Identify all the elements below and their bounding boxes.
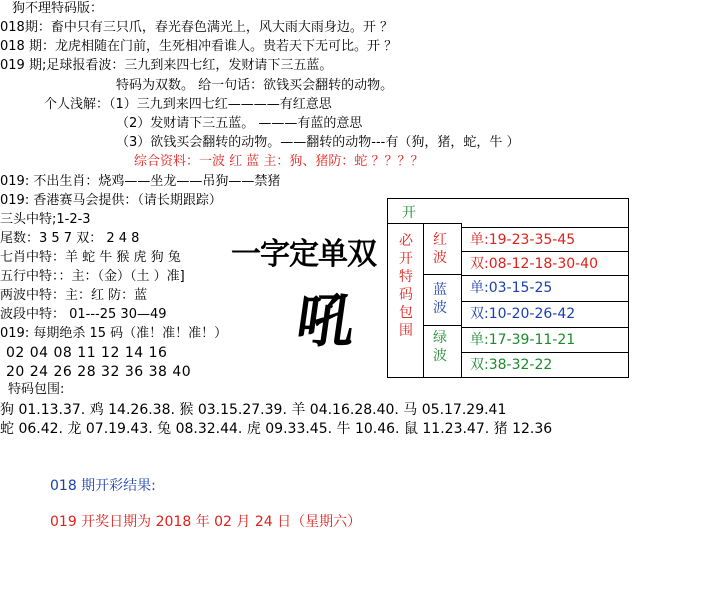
zodiac-row-1: 狗 01.13.37. 鸡 14.26.38. 猴 03.15.27.39. 羊 04.16.28.40. 马 05.17.29.41 — [0, 402, 507, 418]
analysis-point-2: （2）发财请下三五蓝。 ———有蓝的意思 — [116, 116, 363, 131]
riddle-018-a: 018期：畜中只有三只爪，春光春色满光上，风大雨大雨身边。开 ？ — [0, 20, 393, 35]
result-line: 018 期开彩结果: — [50, 478, 156, 494]
blue-even-row: 双:10-20-26-42 — [462, 301, 628, 326]
green-even-row: 双:38-32-22 — [462, 352, 628, 377]
wave-divider-1 — [424, 274, 462, 275]
tip-tail: 尾数：3 5 7 双： 2 4 8 — [0, 231, 140, 246]
zodiac-title: 特码包围: — [8, 382, 65, 397]
tip-not-zodiac: 019: 不出生肖：烧鸡——坐龙——吊狗——禁猪 — [0, 174, 281, 189]
side-label: 必开特码包围 — [399, 233, 413, 339]
side-label-cell — [388, 223, 424, 378]
zodiac-row-2: 蛇 06.42. 龙 07.19.43. 兔 08.32.44. 虎 09.33.45. 牛 10.46. 鼠 11.23.47. 猪 12.36 — [0, 421, 553, 437]
blue-odd-row: 单:03-15-25 — [462, 275, 628, 300]
tip-two-waves: 两波中特：主：红 防：蓝 — [0, 288, 148, 303]
analysis-summary: 综合资料：一波 红 蓝 主：狗、猪防：蛇 ？？？？ — [134, 154, 424, 169]
tip-wave-range: 波段中特： 01---25 30—49 — [0, 307, 167, 322]
wave-name-blue: 蓝波 — [433, 282, 447, 316]
red-odd-row: 单:19-23-35-45 — [462, 227, 628, 252]
riddle-019: 019 期;足球报看波：三九到来四七红，发财请下三五蓝。 — [0, 58, 333, 73]
analysis-point-3: （3）欲钱买会翻转的动物。——翻转的动物---有（狗，猪，蛇，牛 ） — [116, 135, 520, 150]
big-title: 一字定单双 — [231, 237, 376, 272]
tip-kill-15: 019: 每期绝杀 15 码（准！准！准！） — [0, 326, 228, 341]
number-list-row-2: 20 24 26 28 32 36 38 40 — [6, 364, 192, 380]
wave-divider-2 — [424, 325, 462, 326]
draw-date: 019 开奖日期为 2018 年 02 月 24 日（星期六） — [50, 514, 362, 530]
brush-character: 吼 — [292, 287, 360, 355]
analysis-intro: 特码为双数。 给一句话：欲钱买会翻转的动物。 — [116, 78, 394, 93]
page-title: 狗不理特码版： — [12, 1, 104, 16]
number-list-row-1: 02 04 08 11 12 14 16 — [6, 345, 168, 361]
red-even-row: 双:08-12-18-30-40 — [462, 251, 628, 276]
tip-five-elements: 五行中特：：主：（金）（土 ）准] — [0, 269, 185, 284]
wave-table-open: 开 — [402, 205, 416, 221]
green-odd-row: 单:17-39-11-21 — [462, 327, 628, 352]
analysis-point-1: （1）三九到来四七红————有红意思 — [109, 97, 332, 112]
tip-seven-zodiac: 七肖中特：羊 蛇 牛 猴 虎 狗 兔 — [0, 250, 181, 265]
wave-name-red: 红波 — [433, 232, 447, 266]
personal-label: 个人浅解：（1）三九到来四七红————有红意思 — [44, 97, 332, 112]
riddle-018-b: 018 期：龙虎相随在门前，生死相冲看谁人。贵若天下无可比。开 ？ — [0, 39, 398, 54]
tip-hkjc: 019: 香港赛马会提供：（请长期跟踪） — [0, 193, 222, 208]
wave-table — [387, 198, 629, 378]
tip-head: 三头中特;1-2-3 — [0, 212, 91, 227]
wave-name-green: 绿波 — [433, 330, 447, 364]
